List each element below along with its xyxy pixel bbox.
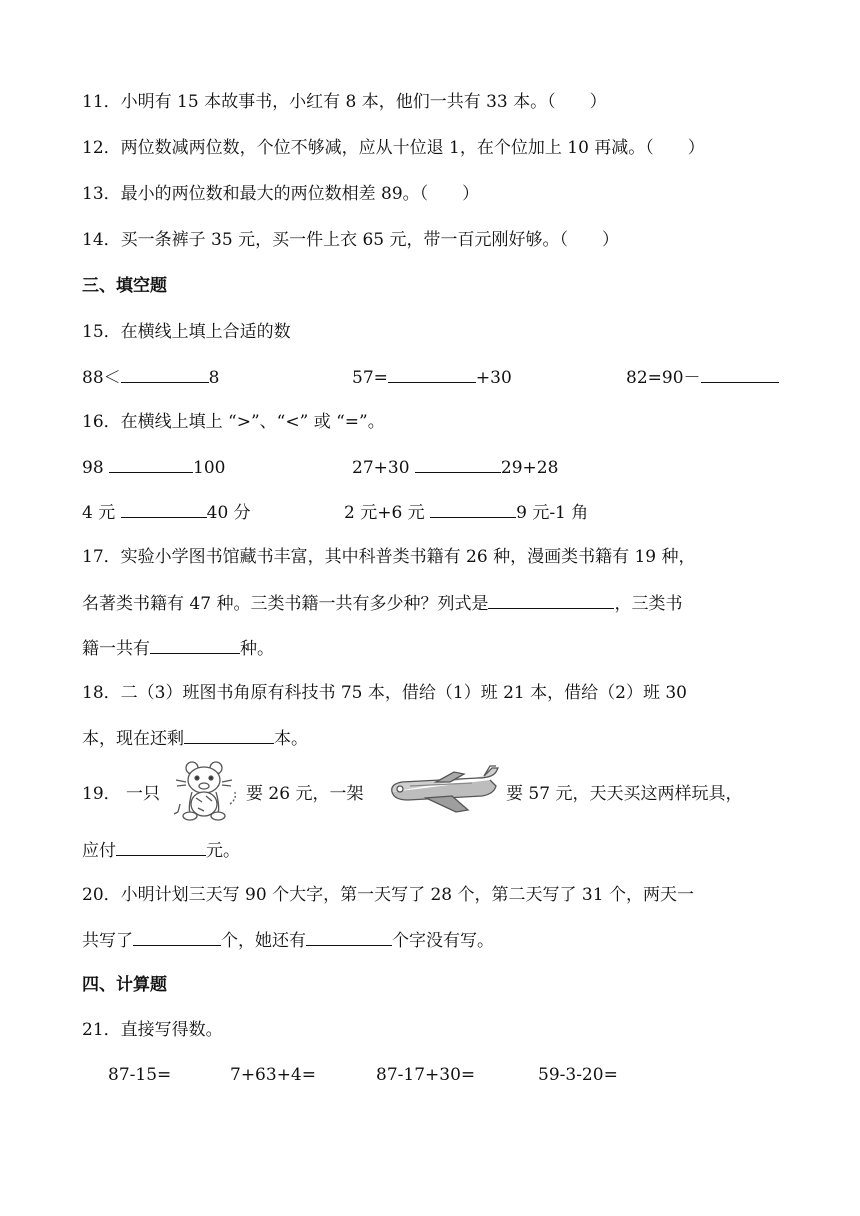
tiger-toy-icon: [172, 758, 244, 824]
q17-line2-text: 名著类书籍有 47 种。三类书籍一共有多少种？列式是: [82, 594, 489, 614]
question-18-line1: 18．二（3）班图书角原有科技书 75 本，借给（1）班 21 本，借给（2）班 30: [82, 683, 687, 703]
q19-part2: 要 26 元，一架: [246, 784, 364, 804]
question-21: 21．直接写得数。: [82, 1020, 223, 1040]
q19-line2-text: 应付: [82, 841, 116, 861]
q19-line2-tail: 元。: [206, 841, 240, 861]
question-12: 12．两位数减两位数，个位不够减，应从十位退 1，在个位加上 10 再减。（ ）: [82, 138, 705, 158]
q20-line2-text: 共写了: [82, 931, 133, 951]
answer-blank[interactable]: [184, 727, 274, 744]
q16-item-c: [82, 501, 251, 524]
q15-a-left: 88＜: [82, 368, 121, 388]
q16-d-left: 2 元+6 元: [344, 503, 425, 523]
airplane-toy-icon: [386, 764, 502, 814]
q16-a-right: 100: [193, 458, 226, 478]
question-18-line2: [82, 727, 308, 750]
calc-item: 7+63+4=: [230, 1065, 316, 1085]
section-title-calculation: 四、计算题: [82, 975, 167, 995]
answer-blank[interactable]: [133, 929, 221, 946]
q19-part3: 要 57 元，天天买这两样玩具，: [506, 784, 743, 804]
question-11: 11．小明有 15 本故事书，小红有 8 本，他们一共有 33 本。（ ）: [82, 92, 607, 112]
q17-line3-tail: 种。: [240, 639, 274, 659]
q20-line2-mid: 个，她还有: [221, 931, 306, 951]
q15-c-left: 82=90－: [626, 368, 701, 388]
q16-item-d: [344, 501, 588, 524]
answer-blank[interactable]: [430, 501, 516, 518]
q15-a-right: 8: [208, 368, 220, 388]
answer-blank[interactable]: [488, 592, 614, 609]
question-16: 16．在横线上填上 “>”、“<” 或 “=”。: [82, 412, 385, 432]
answer-blank[interactable]: [415, 456, 501, 473]
q17-line3-text: 籍一共有: [82, 639, 150, 659]
question-20-line2: [82, 929, 494, 952]
section-title-fill-blank: 三、填空题: [82, 276, 167, 296]
calc-item: 87-15=: [108, 1065, 172, 1085]
q15-item-a: [82, 366, 219, 389]
answer-blank[interactable]: [116, 839, 206, 856]
q15-item-b: [352, 366, 512, 389]
q15-b-left: 57=: [352, 368, 388, 388]
calc-item: 59-3-20=: [538, 1065, 618, 1085]
question-20-line1: 20．小明计划三天写 90 个大字，第一天写了 28 个，第二天写了 31 个，两天一: [82, 885, 694, 905]
q16-b-left: 27+30: [352, 458, 410, 478]
q16-c-right: 40 分: [206, 503, 251, 523]
q16-item-b: [352, 456, 558, 479]
question-17-line3: [82, 637, 274, 660]
q18-line2-text: 本，现在还剩: [82, 729, 184, 749]
answer-blank[interactable]: [306, 929, 392, 946]
question-17-line2: [82, 592, 682, 615]
q15-item-c: [626, 366, 779, 389]
q20-line2-tail: 个字没有写。: [392, 931, 494, 951]
question-17-line1: 17．实验小学图书馆藏书丰富，其中科普类书籍有 26 种，漫画类书籍有 19 种，: [82, 547, 696, 567]
q18-line2-tail: 本。: [274, 729, 308, 749]
answer-blank[interactable]: [121, 501, 207, 518]
q19-part1: 19． 一只: [82, 784, 161, 804]
q16-item-a: [82, 456, 226, 479]
answer-blank[interactable]: [109, 456, 193, 473]
answer-blank[interactable]: [150, 637, 240, 654]
calc-item: 87-17+30=: [376, 1065, 476, 1085]
q16-a-left: 98: [82, 458, 104, 478]
q17-line2-tail: ，三类书: [614, 594, 683, 614]
answer-blank[interactable]: [701, 366, 779, 383]
question-19-line2: [82, 839, 240, 862]
question-13: 13．最小的两位数和最大的两位数相差 89。（ ）: [82, 184, 480, 204]
question-14: 14．买一条裤子 35 元，买一件上衣 65 元，带一百元刚好够。（ ）: [82, 230, 620, 250]
question-15: 15．在横线上填上合适的数: [82, 322, 291, 342]
q16-c-left: 4 元: [82, 503, 116, 523]
q15-b-right: +30: [475, 368, 512, 388]
q16-d-right: 9 元-1 角: [516, 503, 589, 523]
q16-b-right: 29+28: [500, 458, 559, 478]
answer-blank[interactable]: [388, 366, 476, 383]
answer-blank[interactable]: [121, 366, 209, 383]
